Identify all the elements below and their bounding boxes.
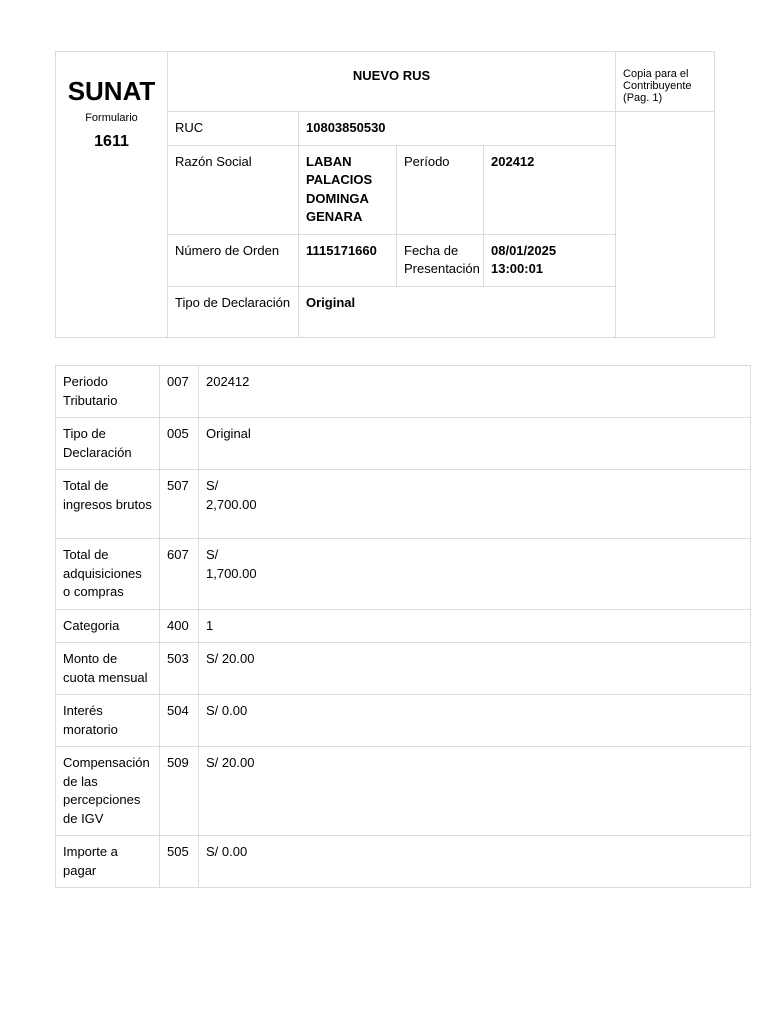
row-code: 509	[160, 747, 199, 836]
row-label: Total de adquisiciones o compras	[56, 539, 160, 610]
razon-social-value: LABAN PALACIOS DOMINGA GENARA	[299, 145, 397, 234]
fecha-presentacion-value: 08/01/2025 13:00:01	[484, 234, 616, 286]
form-label: Formulario	[85, 112, 138, 124]
tipo-declaracion-label: Tipo de Declaración	[168, 286, 299, 337]
razon-social-label: Razón Social	[168, 145, 299, 234]
form-number: 1611	[94, 133, 129, 150]
row-code: 005	[160, 418, 199, 470]
row-value: S/ 20.00	[199, 643, 751, 695]
fecha-presentacion-label: Fecha de Presentación	[397, 234, 484, 286]
table-row	[56, 366, 751, 418]
row-value: S/ 1,700.00	[199, 539, 751, 610]
row-value: 202412	[199, 366, 751, 418]
row-code: 505	[160, 836, 199, 888]
table-row	[56, 836, 751, 888]
empty-side-cell	[616, 112, 715, 338]
row-code: 503	[160, 643, 199, 695]
row-code: 507	[160, 470, 199, 539]
periodo-label: Período	[397, 145, 484, 234]
table-row	[56, 470, 751, 539]
periodo-value: 202412	[484, 145, 616, 234]
row-code: 007	[160, 366, 199, 418]
row-label: Compensación de las percepciones de IGV	[56, 747, 160, 836]
copy-note: Copia para el Contribuyente (Pag. 1)	[616, 52, 715, 112]
table-row	[56, 747, 751, 836]
row-label: Tipo de Declaración	[56, 418, 160, 470]
row-code: 504	[160, 695, 199, 747]
row-code: 607	[160, 539, 199, 610]
ruc-value: 10803850530	[299, 112, 616, 146]
row-value: S/ 0.00	[199, 695, 751, 747]
form-title: NUEVO RUS	[168, 52, 616, 112]
table-row	[56, 643, 751, 695]
row-value: S/ 2,700.00	[199, 470, 751, 539]
row-label: Total de ingresos brutos	[56, 470, 160, 539]
tipo-declaracion-value: Original	[299, 286, 616, 337]
table-row	[56, 695, 751, 747]
table-row	[56, 418, 751, 470]
row-label: Importe a pagar	[56, 836, 160, 888]
row-label: Interés moratorio	[56, 695, 160, 747]
table-row	[56, 539, 751, 610]
row-label: Monto de cuota mensual	[56, 643, 160, 695]
sunat-logo: SUNAT	[67, 76, 156, 106]
row-value: Original	[199, 418, 751, 470]
logo-cell	[56, 52, 168, 338]
form-header-table	[55, 51, 715, 338]
row-value: S/ 0.00	[199, 836, 751, 888]
declaration-detail-table	[55, 365, 751, 888]
ruc-label: RUC	[168, 112, 299, 146]
numero-orden-label: Número de Orden	[168, 234, 299, 286]
table-row	[56, 609, 751, 643]
row-label: Categoria	[56, 609, 160, 643]
row-value: 1	[199, 609, 751, 643]
row-code: 400	[160, 609, 199, 643]
row-value: S/ 20.00	[199, 747, 751, 836]
row-label: Periodo Tributario	[56, 366, 160, 418]
numero-orden-value: 1115171660	[299, 234, 397, 286]
